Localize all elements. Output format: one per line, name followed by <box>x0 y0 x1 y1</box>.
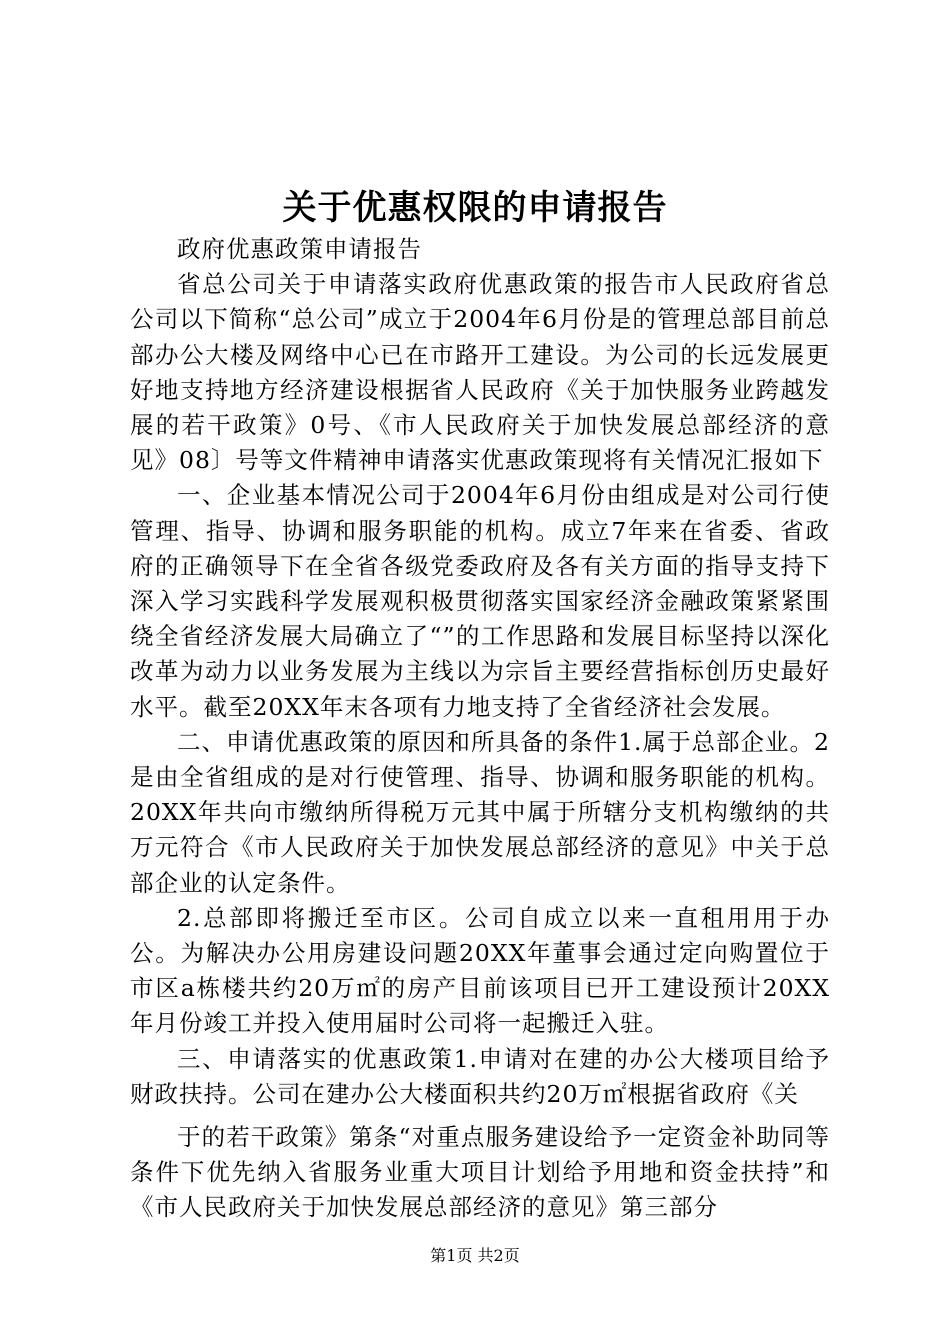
page-number-footer: 第1页 共2页 <box>430 1246 520 1265</box>
paragraph-intro: 省总公司关于申请落实政府优惠政策的报告市人民政府省总公司以下简称“总公司”成立于2004年6月份是的管理总部目前总部办公大楼及网络中心已在市路开工建设。为公司的长远发展更好地支持地方经济建设根据省人民政府《关于加快服务业跨越发展的若干政策》0号、《市人民政府关于加快发展总部经济的意见》08〕号等文件精神申请落实优惠政策现将有关情况汇报如下 <box>130 270 830 475</box>
paragraph-section-2: 二、申请优惠政策的原因和所具备的条件1.属于总部企业。2是由全省组成的是对行使管理、指导、协调和服务职能的机构。20XX年共向市缴纳所得税万元其中属于所辖分支机构缴纳的共万元符合《市人民政府关于加快发展总部经济的意见》中关于总部企业的认定条件。 <box>130 727 830 897</box>
paragraph-section-3: 三、申请落实的优惠政策1.申请对在建的办公大楼项目给予财政扶持。公司在建办公大楼面积共约20万㎡根据省政府《关 <box>130 1044 830 1108</box>
paragraph-subtitle: 政府优惠政策申请报告 <box>177 235 422 263</box>
document-body <box>130 232 830 1226</box>
document-title: 关于优惠权限的申请报告 <box>282 188 668 228</box>
paragraph-section-3-continued: 于的若干政策》第条“对重点服务建设给予一定资金补助同等条件下优先纳入省服务业重大项目计划给予用地和资金扶持”和《市人民政府关于加快发展总部经济的意见》第三部分 <box>130 1123 830 1222</box>
paragraph-section-1: 一、企业基本情况公司于2004年6月份由组成是对公司行使管理、指导、协调和服务职能的机构。成立7年来在省委、省政府的正确领导下在全省各级党委政府及各有关方面的指导支持下深入学习实践科学发展观积极贯彻落实国家经济金融政策紧紧围绕全省经济发展大局确立了“”的工作思路和发展目标坚持以深化改革为动力以业务发展为主线以为宗旨主要经营指标创历史最好水平。截至20XX年末各项有力地支持了全省经济社会发展。 <box>130 481 830 721</box>
paragraph-section-2-item-2: 2.总部即将搬迁至市区。公司自成立以来一直租用用于办公。为解决办公用房建设问题20XX年董事会通过定向购置位于市区a栋楼共约20万㎡的房产目前该项目已开工建设预计20XX年月份竣工并投入使用届时公司将一起搬迁入驻。 <box>130 903 830 1038</box>
